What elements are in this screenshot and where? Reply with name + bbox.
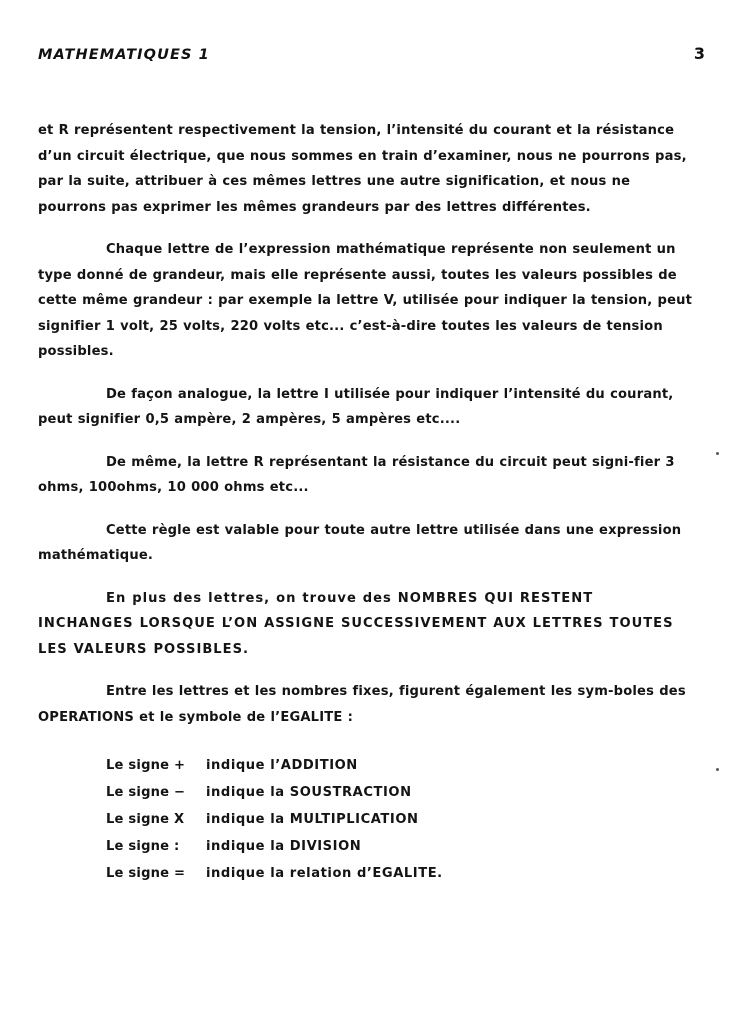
list-item (106, 860, 693, 887)
page-number: 3 (693, 44, 705, 63)
list-item (106, 752, 693, 779)
paragraph-1: et R représentent respectivement la tension, l’intensité du courant et la résistance d’un circuit électrique, que nous sommes en train d’examiner, nous ne pourrons pas, par la suite, attribuer à ces mêmes lettres une autre signification, et nous ne pourrons pas exprimer les mêmes grandeurs par des lettres différentes. (38, 123, 687, 215)
sign-description: indique l’ADDITION (206, 758, 358, 773)
paragraph-6: En plus des lettres, on trouve des NOMBRES QUI RESTENT INCHANGES LORSQUE L’ON ASSIGNE SUCCESSIVEMENT AUX LETTRES TOUTES LES VALEURS POSSIBLES. (38, 590, 674, 657)
running-head (38, 44, 705, 63)
sign-description: indique la DIVISION (206, 839, 362, 854)
list-item (106, 806, 693, 833)
list-item (106, 833, 693, 860)
paragraph-7: Entre les lettres et les nombres fixes, figurent également les sym-boles des OPERATIONS et le symbole de l’EGALITE : (38, 684, 686, 725)
scan-speck-icon (716, 452, 719, 455)
operation-signs-list (106, 752, 693, 887)
sign-label: Le signe = (106, 866, 186, 881)
list-item (106, 779, 693, 806)
paragraph-4: De même, la lettre R représentant la résistance du circuit peut signi-fier 3 ohms, 100ohms, 10 000 ohms etc... (38, 454, 675, 495)
body-text (38, 118, 693, 903)
page-title: MATHEMATIQUES 1 (38, 47, 210, 63)
sign-label: Le signe : (106, 839, 180, 854)
sign-description: indique la MULTIPLICATION (206, 812, 419, 827)
sign-label: Le signe − (106, 785, 186, 800)
scan-speck-icon (716, 768, 719, 771)
paragraph-3: De façon analogue, la lettre I utilisée pour indiquer l’intensité du courant, peut signifier 0,5 ampère, 2 ampères, 5 ampères etc.... (38, 386, 674, 427)
sign-description: indique la relation d’EGALITE. (206, 866, 443, 881)
sign-label: Le signe + (106, 758, 186, 773)
sign-label: Le signe X (106, 812, 185, 827)
sign-description: indique la SOUSTRACTION (206, 785, 412, 800)
paragraph-5: Cette règle est valable pour toute autre lettre utilisée dans une expression mathématique. (38, 522, 682, 563)
paragraph-2: Chaque lettre de l’expression mathématique représente non seulement un type donné de grandeur, mais elle représente aussi, toutes les valeurs possibles de cette même grandeur : par exemple la lettre V, utilisée pour indiquer la tension, peut signifier 1 volt, 25 volts, 220 volts etc... c’est-à-dire toutes les valeurs de tension possibles. (38, 242, 693, 359)
